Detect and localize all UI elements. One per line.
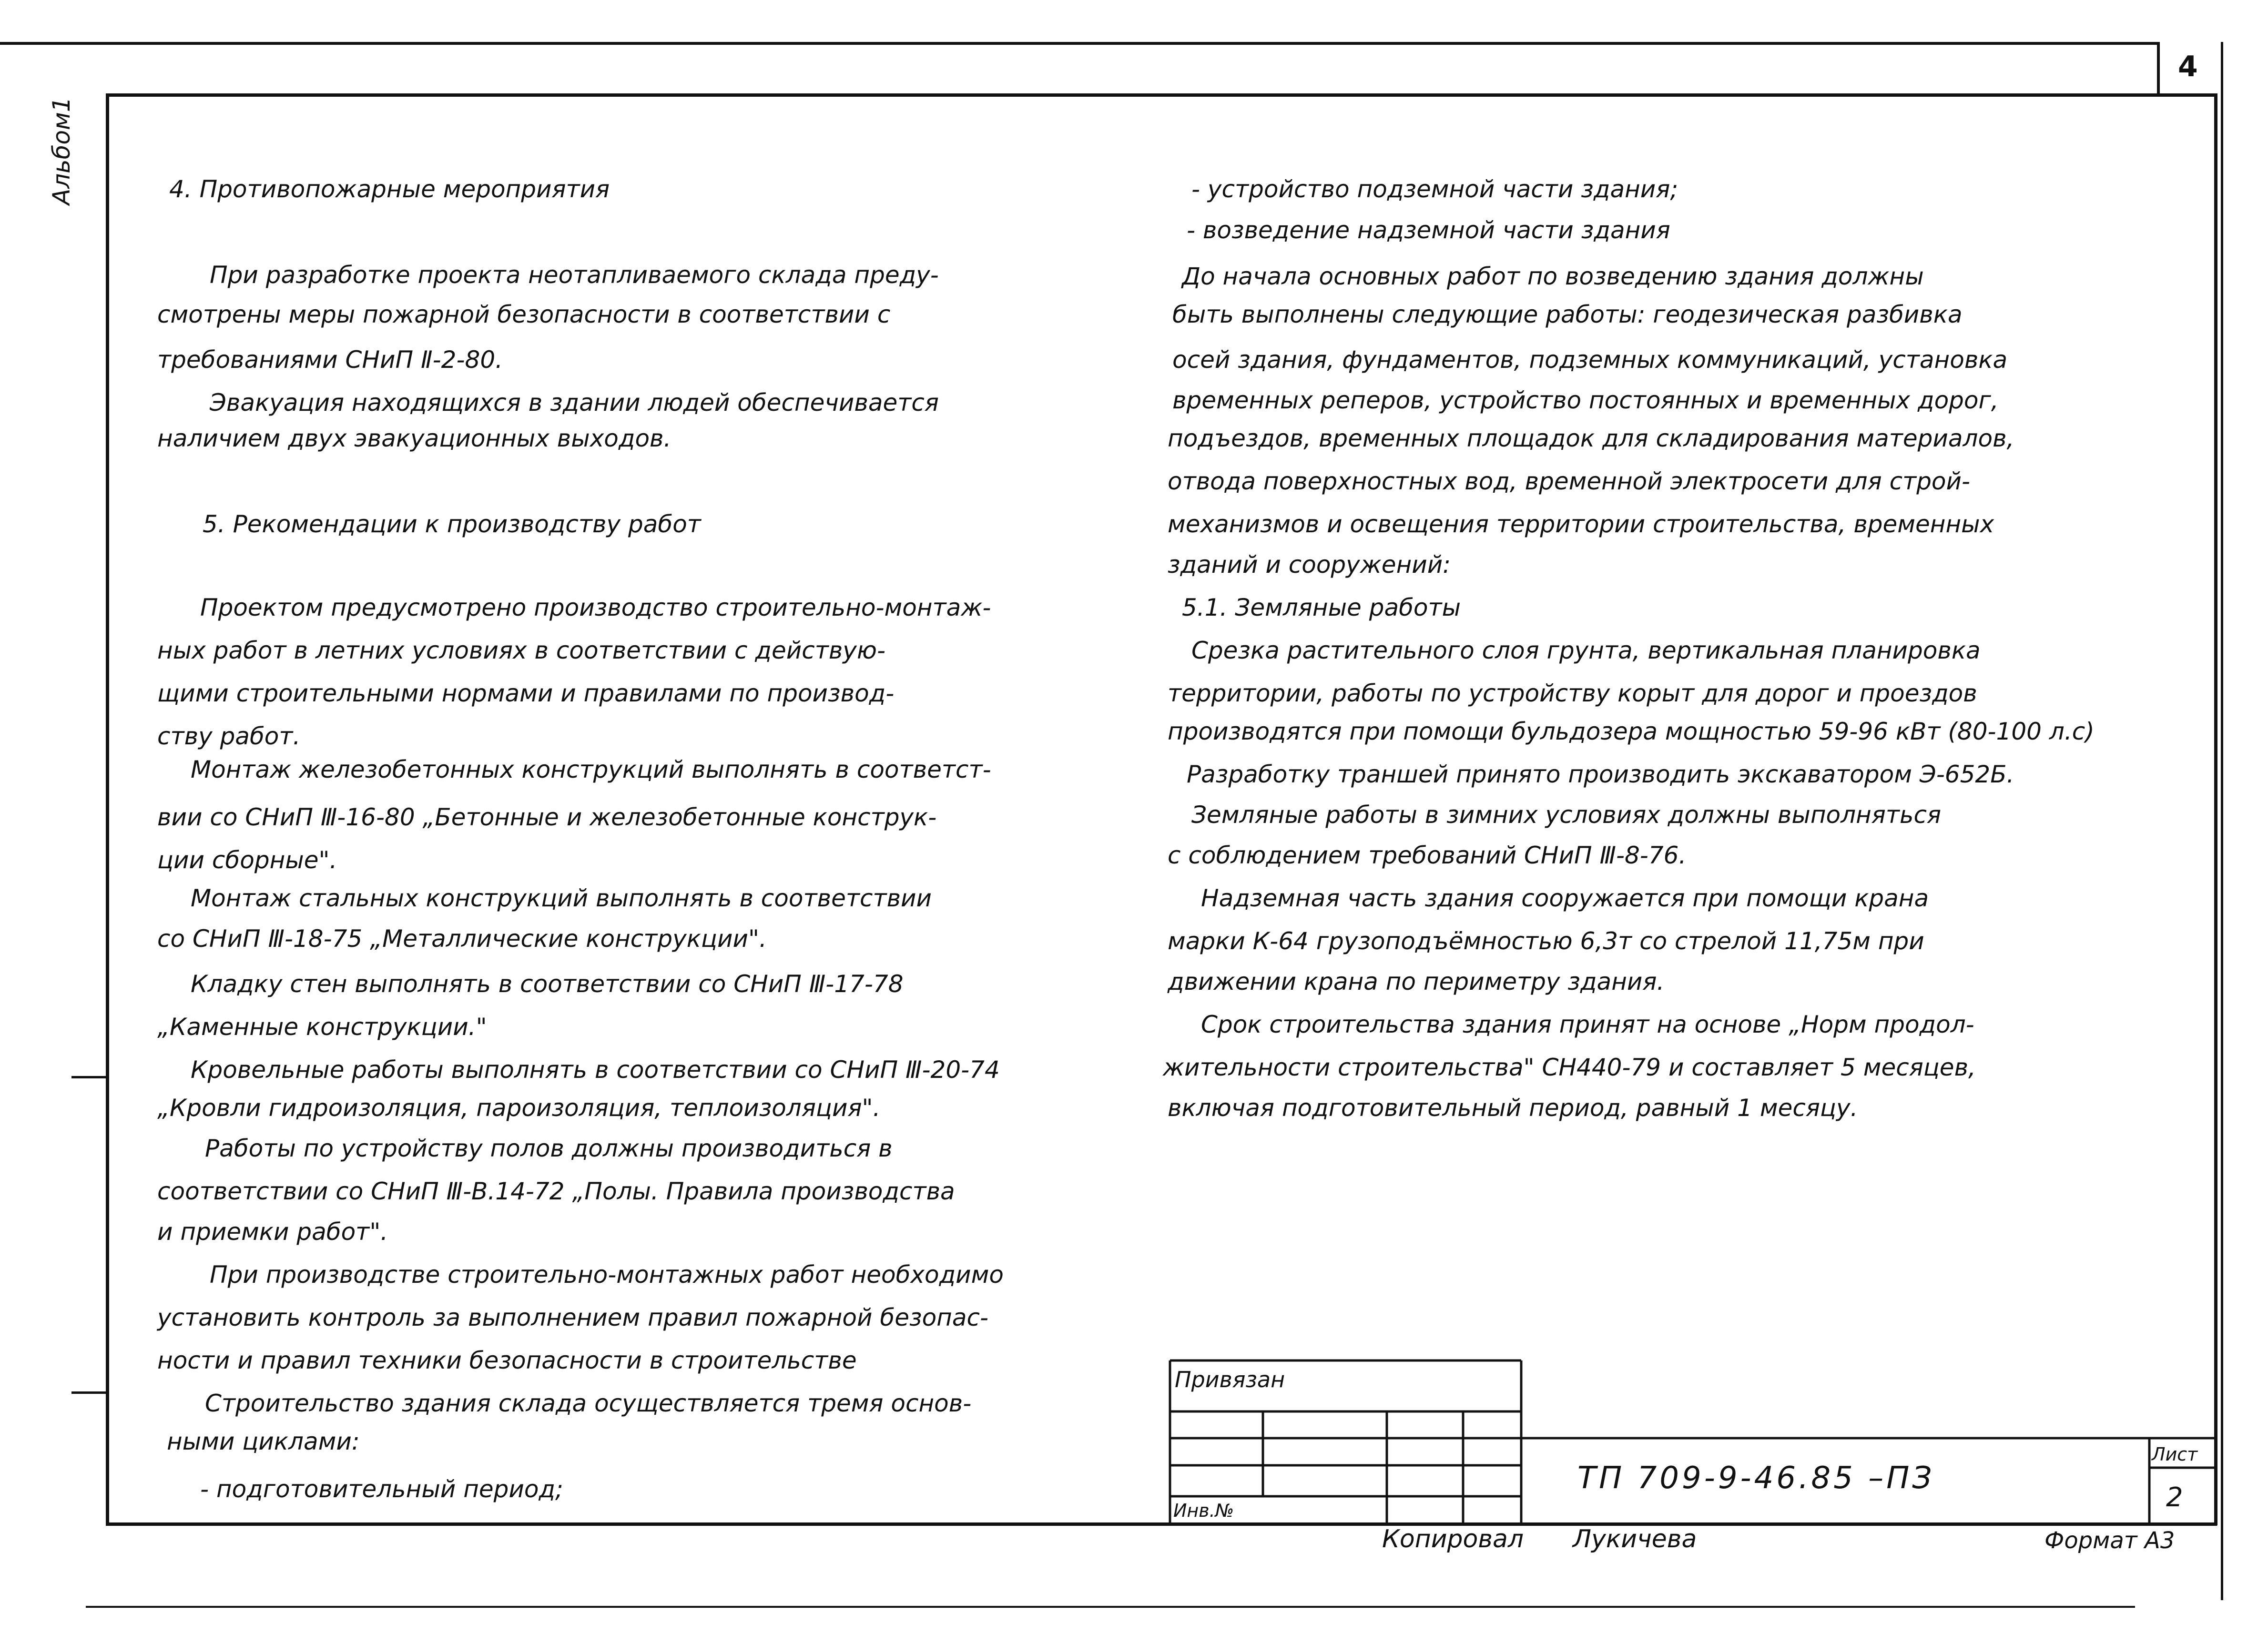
stamp-sheet-label: Лист	[2152, 1444, 2198, 1465]
left-line-19: Кровельные работы выполнять в соответствии со СНиП Ⅲ-20-74	[191, 1056, 1000, 1084]
left-line-25: установить контроль за выполнением правил пожарной безопас-	[157, 1304, 989, 1331]
left-line-6: наличием двух эвакуационных выходов.	[157, 425, 671, 452]
left-line-29: - подготовительный период;	[200, 1475, 563, 1503]
left-line-22: соответствии со СНиП Ⅲ-В.14-72 „Полы. Правила производства	[157, 1177, 955, 1205]
left-line-26: ности и правил техники безопасности в строительстве	[157, 1347, 857, 1374]
stamp-privyazan: Привязан	[1175, 1367, 1285, 1392]
right-line-15: Разработку траншей принято производить экскаватором Э-652Б.	[1187, 761, 2014, 788]
right-line-19: марки К-64 грузоподъёмностью 6,3т со стрелой 11,75м при	[1168, 927, 1924, 955]
stamp-inv-no: Инв.№	[1173, 1500, 1234, 1521]
right-line-11: 5.1. Земляные работы	[1182, 594, 1461, 621]
right-line-10: зданий и сооружений:	[1168, 551, 1451, 578]
left-line-27: Строительство здания склада осуществляется тремя основ-	[205, 1390, 972, 1417]
footer-format: Формат А3	[2044, 1527, 2175, 1554]
left-line-15: Монтаж стальных конструкций выполнять в соответствии	[191, 884, 932, 912]
right-line-4: быть выполнены следующие работы: геодезическая разбивка	[1172, 301, 1963, 328]
left-line-21: Работы по устройству полов должны производиться в	[205, 1135, 893, 1162]
left-line-18: „Каменные конструкции."	[157, 1013, 487, 1041]
left-line-14: ции сборные".	[157, 846, 337, 874]
corner-number: 4	[2178, 50, 2198, 83]
left-line-12: Монтаж железобетонных конструкций выполнять в соответст-	[191, 756, 991, 783]
right-line-23: включая подготовительный период, равный 1 месяцу.	[1168, 1094, 1858, 1122]
left-line-13: вии со СНиП Ⅲ-16-80 „Бетонные и железобетонные конструк-	[157, 803, 937, 831]
right-line-20: движении крана по периметру здания.	[1168, 968, 1665, 995]
left-line-23: и приемки работ".	[157, 1218, 388, 1246]
left-line-11: ству работ.	[157, 722, 301, 750]
left-line-28: ными циклами:	[167, 1428, 360, 1455]
left-line-17: Кладку стен выполнять в соответствии со СНиП Ⅲ-17-78	[191, 970, 904, 998]
right-line-16: Земляные работы в зимних условиях должны выполняться	[1191, 801, 1942, 829]
footer-copied-by: Лукичева	[1573, 1525, 1697, 1553]
left-line-4: требованиями СНиП Ⅱ-2-80.	[157, 346, 503, 374]
left-line-8: Проектом предусмотрено производство строительно-монтаж-	[200, 594, 991, 621]
stamp-sheet-number: 2	[2166, 1482, 2183, 1513]
right-line-12: Срезка растительного слоя грунта, вертикальная планировка	[1191, 637, 1981, 664]
right-line-2: - возведение надземной части здания	[1187, 216, 1670, 244]
left-line-5: Эвакуация находящихся в здании людей обеспечивается	[210, 389, 939, 416]
section-4-heading: 4. Противопожарные мероприятия	[169, 175, 610, 203]
right-line-3: До начала основных работ по возведению здания должны	[1182, 263, 1924, 290]
section-5-heading: 5. Рекомендации к производству работ	[203, 510, 701, 538]
stamp-designation: ТП 709-9-46.85 –ПЗ	[1577, 1461, 1935, 1496]
right-line-8: отвода поверхностных вод, временной электросети для строй-	[1168, 467, 1971, 495]
right-line-21: Срок строительства здания принят на основе „Норм продол-	[1201, 1011, 1974, 1038]
left-line-16: со СНиП Ⅲ-18-75 „Металлические конструкции".	[157, 925, 767, 953]
right-line-17: с соблюдением требований СНиП Ⅲ-8-76.	[1168, 842, 1687, 869]
right-line-18: Надземная часть здания сооружается при помощи крана	[1201, 884, 1929, 912]
right-line-7: подъездов, временных площадок для складирования материалов,	[1168, 425, 2014, 452]
right-line-5: осей здания, фундаментов, подземных коммуникаций, установка	[1172, 346, 2008, 374]
right-line-1: - устройство подземной части здания;	[1191, 175, 1678, 203]
side-label: Альбом1	[48, 97, 75, 205]
left-line-10: щими строительными нормами и правилами по производ-	[157, 680, 895, 707]
left-line-20: „Кровли гидроизоляция, пароизоляция, теплоизоляция".	[157, 1094, 881, 1122]
right-line-6: временных реперов, устройство постоянных и временных дорог,	[1172, 386, 1999, 414]
right-line-9: механизмов и освещения территории строительства, временных	[1168, 510, 1994, 538]
right-line-14: производятся при помощи бульдозера мощностью 59-96 кВт (80-100 л.с)	[1168, 718, 2095, 745]
left-line-9: ных работ в летних условиях в соответствии с действую-	[157, 637, 886, 664]
left-line-24: При производстве строительно-монтажных работ необходимо	[210, 1261, 1004, 1289]
left-line-3: смотрены меры пожарной безопасности в соответствии с	[157, 301, 891, 328]
right-line-22: жительности строительства" СН440-79 и составляет 5 месяцев,	[1163, 1054, 1976, 1081]
footer-copied-label: Копировал	[1382, 1525, 1524, 1553]
right-line-13: территории, работы по устройству корыт для дорог и проездов	[1168, 680, 1977, 707]
left-line-2: При разработке проекта неотапливаемого склада преду-	[210, 261, 939, 289]
